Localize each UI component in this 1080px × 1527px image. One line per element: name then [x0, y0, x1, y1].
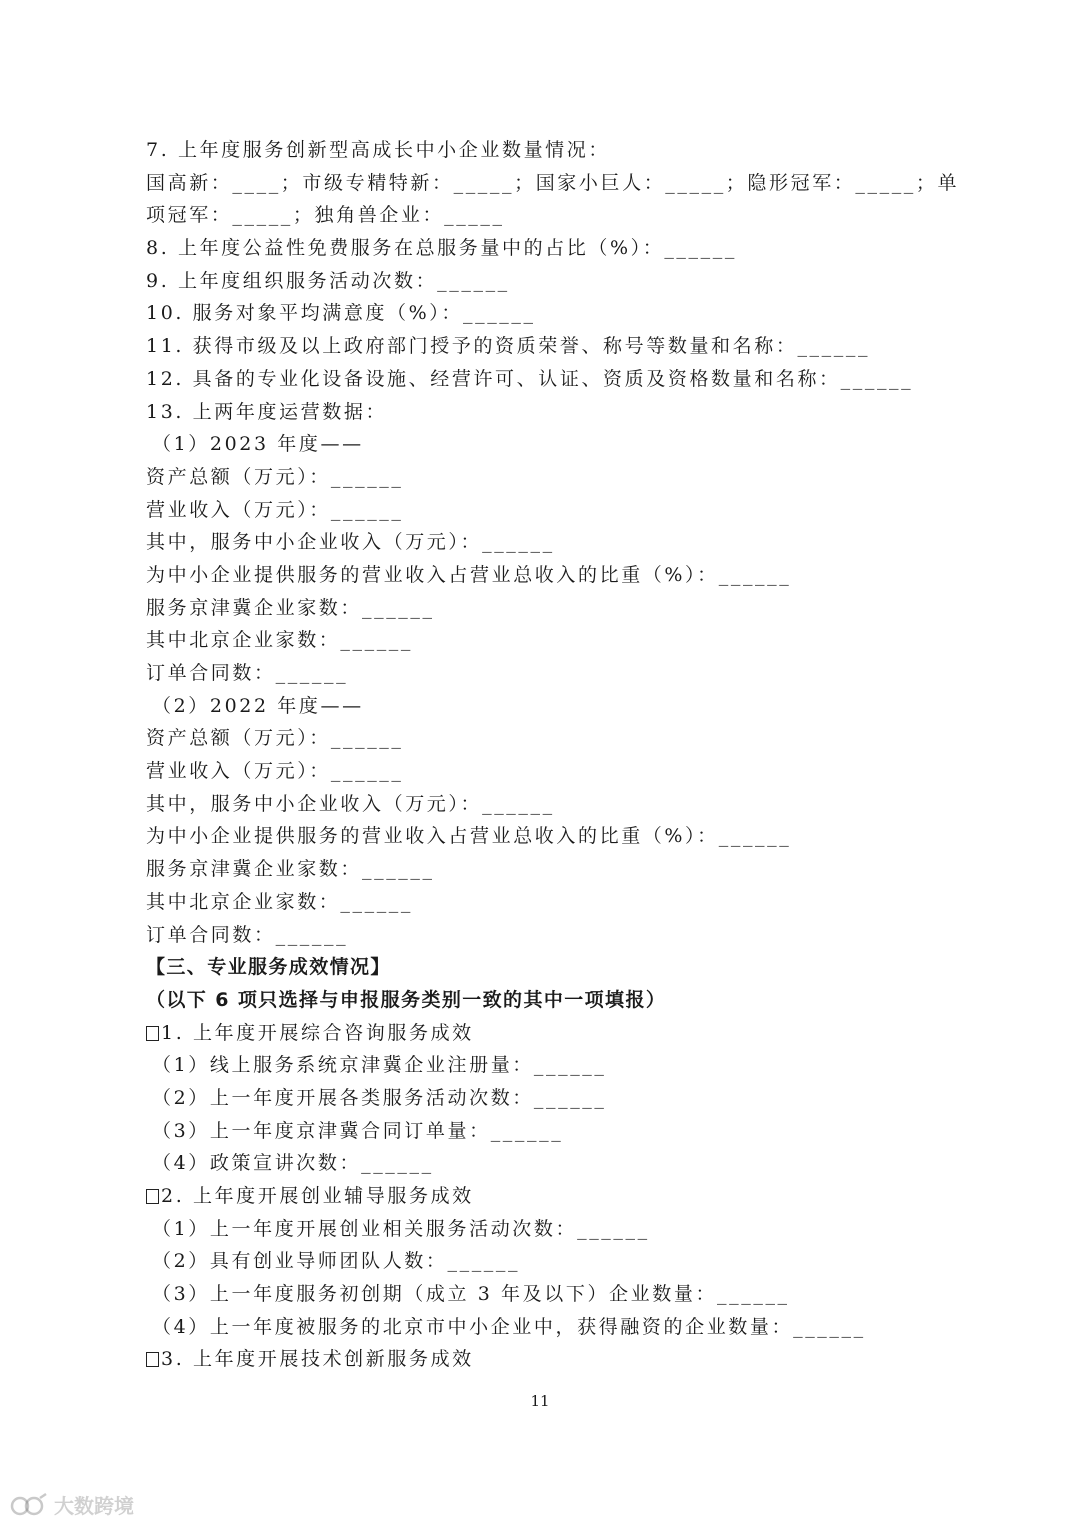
doc-line: 项冠军：_____；独角兽企业：_____ — [146, 204, 505, 227]
doc-line: 资产总额（万元）：______ — [146, 727, 404, 750]
checkbox-label: 2. 上年度开展创业辅导服务成效 — [161, 1185, 474, 1207]
doc-line: （1）上一年度开展创业相关服务活动次数：______ — [152, 1217, 650, 1240]
doc-line: 7. 上年度服务创新型高成长中小企业数量情况： — [146, 139, 610, 161]
checkbox-icon[interactable] — [146, 1026, 159, 1041]
checkbox-icon[interactable] — [146, 1352, 159, 1367]
doc-line: （3）上一年度服务初创期（成立 3 年及以下）企业数量：______ — [152, 1283, 790, 1306]
checkbox-item-1[interactable] — [146, 1017, 956, 1050]
doc-line: 8. 上年度公益性免费服务在总服务量中的占比（%）：______ — [146, 237, 737, 260]
doc-line: 其中北京企业家数：______ — [146, 890, 414, 913]
doc-line: 国高新：____；市级专精特新：_____；国家小巨人：_____；隐形冠军：_____；单 — [146, 171, 960, 194]
doc-line: 11. 获得市级及以上政府部门授予的资质荣誉、称号等数量和名称：______ — [146, 335, 871, 358]
doc-line: 为中小企业提供服务的营业收入占营业总收入的比重（%）：______ — [146, 563, 792, 586]
doc-line: （3）上一年度京津冀合同订单量：______ — [152, 1119, 564, 1142]
doc-line: 营业收入（万元）：______ — [146, 760, 404, 783]
checkbox-item-2[interactable] — [146, 1180, 956, 1213]
watermark-text: 大数跨境 — [54, 1494, 134, 1518]
watermark — [10, 1490, 134, 1519]
doc-line: 9. 上年度组织服务活动次数：______ — [146, 269, 510, 292]
doc-line: 为中小企业提供服务的营业收入占营业总收入的比重（%）：______ — [146, 825, 792, 848]
doc-line: 订单合同数：______ — [146, 662, 349, 684]
doc-line: （4）政策宣讲次数：______ — [152, 1152, 434, 1175]
doc-line: 其中北京企业家数：______ — [146, 629, 414, 652]
doc-line: （4）上一年度被服务的北京市中小企业中，获得融资的企业数量：______ — [152, 1315, 866, 1338]
checkbox-label: 3. 上年度开展技术创新服务成效 — [161, 1348, 474, 1371]
doc-line: （2）2022 年度—— — [152, 694, 364, 717]
doc-line: 营业收入（万元）：______ — [146, 498, 404, 521]
watermark-logo-icon — [10, 1492, 48, 1518]
doc-line: 服务京津冀企业家数：______ — [146, 858, 435, 881]
document-body — [146, 134, 960, 1376]
doc-line: （2）上一年度开展各类服务活动次数：______ — [152, 1086, 607, 1109]
doc-line: 订单合同数：______ — [146, 923, 349, 946]
section-heading: 【三、专业服务成效情况】 — [146, 956, 391, 979]
doc-line: 13. 上两年度运营数据： — [146, 400, 388, 423]
checkbox-label: 1. 上年度开展综合咨询服务成效 — [161, 1021, 474, 1044]
checkbox-icon[interactable] — [146, 1189, 159, 1204]
doc-line: 其中，服务中小企业收入（万元）：______ — [146, 792, 555, 815]
checkbox-item-3[interactable] — [146, 1343, 956, 1376]
doc-line: 12. 具备的专业化设备设施、经营许可、认证、资质及资格数量和名称：______ — [146, 367, 914, 390]
doc-line: 资产总额（万元）：______ — [146, 465, 404, 488]
doc-line: 10. 服务对象平均满意度（%）：______ — [146, 302, 536, 325]
page-number: 11 — [530, 1392, 550, 1410]
doc-line: 其中，服务中小企业收入（万元）：______ — [146, 531, 555, 554]
doc-line: （1）2023 年度—— — [152, 433, 364, 456]
section-note: （以下 6 项只选择与申报服务类别一致的其中一项填报） — [146, 988, 667, 1011]
doc-line: 服务京津冀企业家数：______ — [146, 596, 435, 619]
doc-line: （2）具有创业导师团队人数：______ — [152, 1250, 521, 1273]
doc-line: （1）线上服务系统京津冀企业注册量：______ — [152, 1054, 607, 1077]
